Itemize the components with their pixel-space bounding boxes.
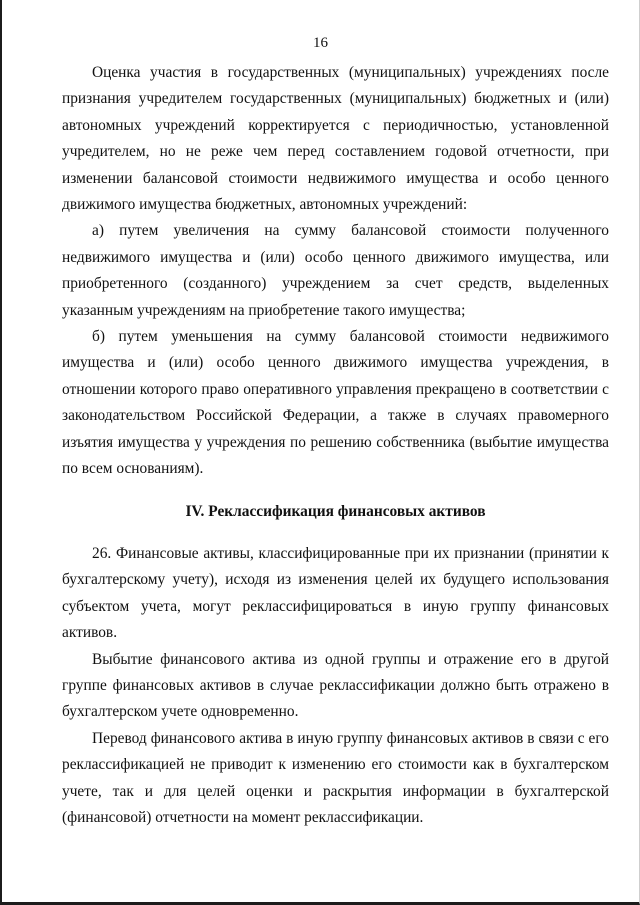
section-heading: IV. Реклассификация финансовых активов (185, 502, 486, 520)
paragraph-transfer: Перевод финансового актива в иную группу финансовых активов в связи с его реклассификацией не приводит к изменению его стоимости как в бухгалтерском учете, так и для целей оценки и раскрытия информации в бухгалтерской (финансовой) отчетности на момент реклассификации. (62, 729, 609, 826)
paragraph-item-b: б) путем уменьшения на сумму балансовой стоимости недвижимого имущества и (или) особо ценного движимого имущества учреждения, в отношении которого право оперативного управления прекращено в соответствии с законодательством Российской Федерации, а также в случаях правомерного изъятия имущества у учреждения по решению собственника (выбытие имущества по всем основаниям). (62, 328, 609, 478)
paragraph-disposal: Выбытие финансового актива из одной группы и отражение его в другой группе финансовых активов в случае реклассификации должно быть отражено в бухгалтерском учете одновременно. (62, 650, 609, 721)
paragraph-26: 26. Финансовые активы, классифицированные при их признании (принятии к бухгалтерскому учету), исходя из изменения целей их будущего использования субъектом учета, могут реклассифицироваться в иную группу финансовых активов. (62, 544, 609, 642)
paragraph-participation-assessment: Оценка участия в государственных (муниципальных) учреждениях после признания учредителем государственных (муниципальных) бюджетных и (или) автономных учреждений корректируется с периодичностью, установленной учредителем, но не реже чем перед составлением годовой отчетности, при изменении балансовой стоимости недвижимого имущества и особо ценного движимого имущества бюджетных, автономных учреждений: (62, 64, 609, 214)
page-number: 16 (313, 35, 328, 51)
document-body (62, 60, 609, 831)
paragraph-item-a: а) путем увеличения на сумму балансовой стоимости полученного недвижимого имущества и (или) особо ценного движимого имущества, или приобретенного (созданного) учреждением за счет средств, выделенных указанным учреждениям на приобретение такого имущества; (62, 222, 609, 319)
